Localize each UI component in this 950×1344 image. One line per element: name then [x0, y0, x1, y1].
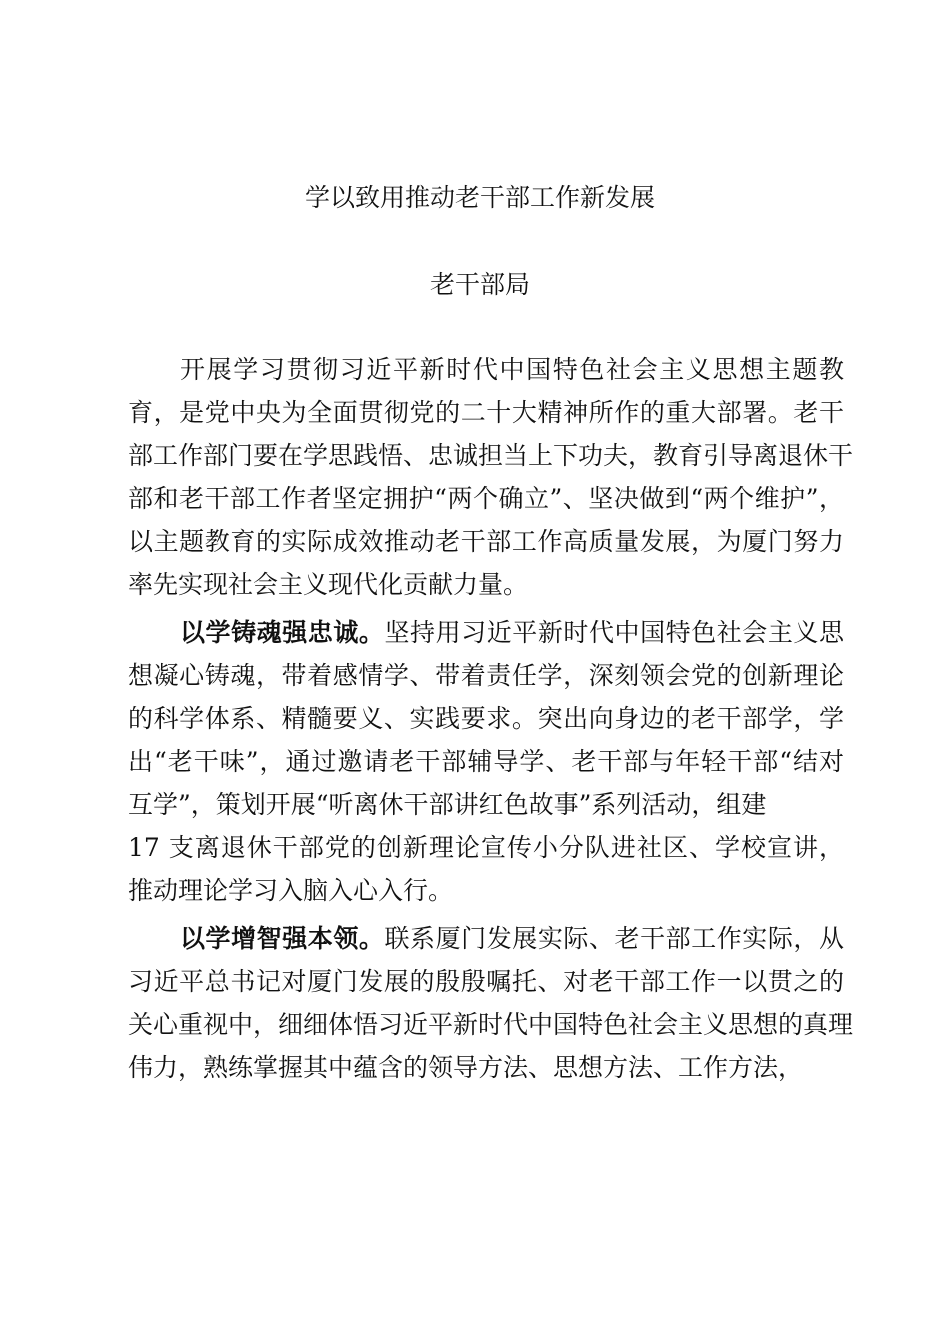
- paragraph-lead: 以学铸魂强忠诚。: [180, 618, 385, 647]
- text-span: 坚持用习近平新时代中国特色社会主义思: [384, 618, 844, 647]
- document-author: 老干部局: [429, 270, 530, 299]
- text-line: 17 支离退休干部党的创新理论宣传小分队进社区、学校宣讲，: [128, 833, 844, 862]
- text-line: 伟力，熟练掌握其中蕴含的领导方法、思想方法、工作方法，: [128, 1053, 804, 1082]
- text-line: 出“老干味”，通过邀请老干部辅导学、老干部与年轻干部“结对: [128, 747, 844, 776]
- paragraph-loyalty: [128, 611, 844, 912]
- text-span: 联系厦门发展实际、老干部工作实际，从: [384, 924, 844, 953]
- text-line: 的科学体系、精髓要义、实践要求。突出向身边的老干部学，学: [128, 704, 844, 733]
- text-line: 推动理论学习入脑入心入行。: [128, 876, 454, 905]
- text-line: 部工作部门要在学思践悟、忠诚担当上下功夫，教育引导离退休干: [128, 441, 854, 470]
- text-line: 部和老干部工作者坚定拥护“两个确立”、坚决做到“两个维护”，: [128, 484, 844, 513]
- text-line: 开展学习贯彻习近平新时代中国特色社会主义思想主题教: [180, 355, 844, 384]
- text-line: [128, 611, 844, 654]
- text-line: 育，是党中央为全面贯彻党的二十大精神所作的重大部署。老干: [128, 398, 844, 427]
- text-line: 关心重视中，细细体悟习近平新时代中国特色社会主义思想的真理: [128, 1010, 854, 1039]
- text-line: 以主题教育的实际成效推动老干部工作高质量发展，为厦门努力: [128, 527, 844, 556]
- text-line: [128, 917, 844, 960]
- text-line: 互学”，策划开展“听离休干部讲红色故事”系列活动，组建: [128, 790, 767, 819]
- paragraph-lead: 以学增智强本领。: [180, 924, 385, 953]
- document-title: 学以致用推动老干部工作新发展: [304, 183, 655, 212]
- document-body: [128, 348, 854, 1094]
- text-line: 想凝心铸魂，带着感情学、带着责任学，深刻领会党的创新理论: [128, 661, 844, 690]
- paragraph-intro: [128, 348, 854, 606]
- text-line: 率先实现社会主义现代化贡献力量。: [128, 570, 529, 599]
- text-line: 习近平总书记对厦门发展的殷殷嘱托、对老干部工作一以贯之的: [128, 967, 844, 996]
- paragraph-skills: [128, 917, 854, 1089]
